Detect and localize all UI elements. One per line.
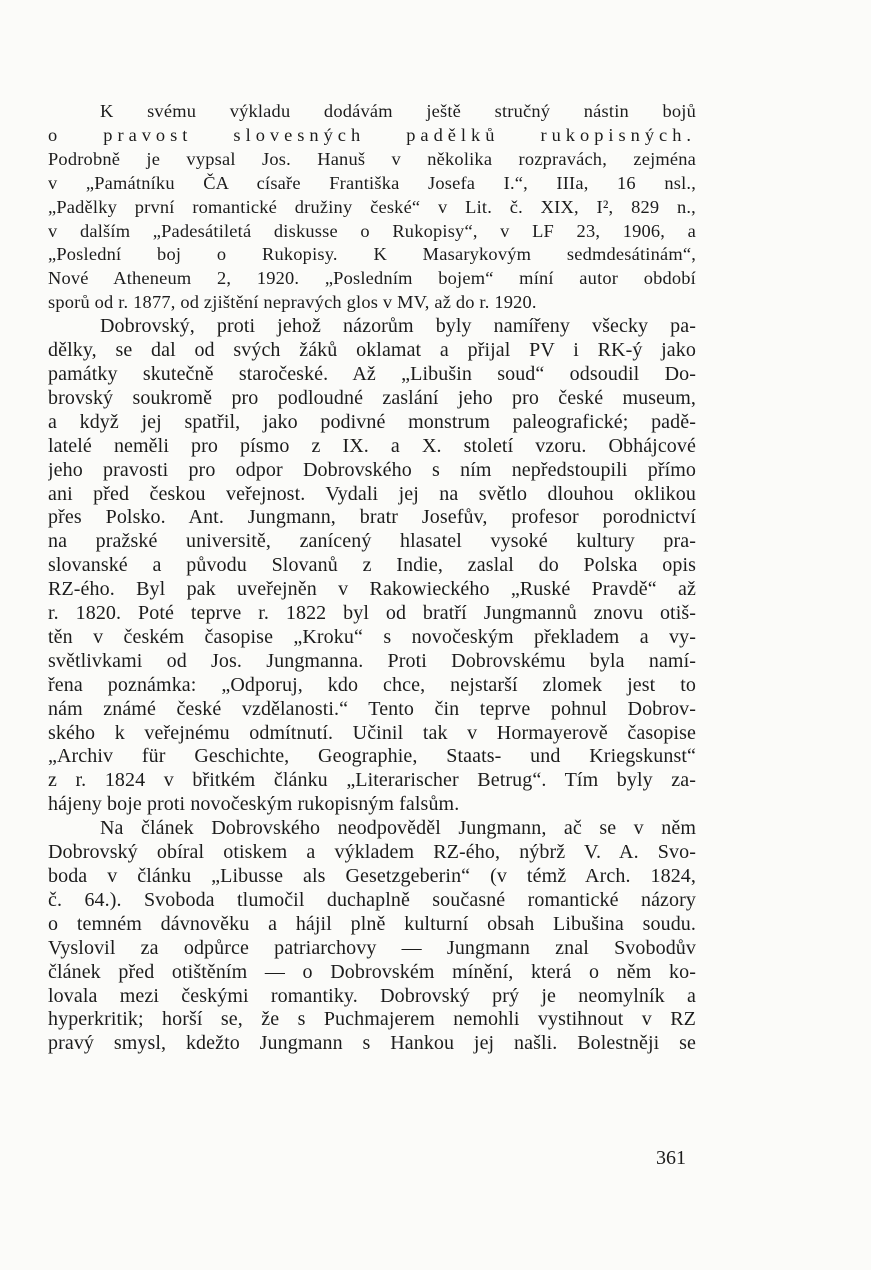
text-line: slovanské a původu Slovanů z Indie, zaslal do Polska opis bbox=[48, 554, 696, 577]
text-line: „Poslední boj o Rukopisy. K Masarykovým sedmdesátinám“, bbox=[48, 244, 696, 265]
text-line: v „Památníku ČA císaře Františka Josefa I.“, IIIa, 16 nsl., bbox=[48, 172, 696, 193]
text-line: z r. 1824 v břitkém článku „Literarischer Betrug“. Tím byly za- bbox=[48, 769, 696, 792]
text-line: těn v českém časopise „Kroku“ s novočeským překladem a vy- bbox=[48, 625, 696, 648]
text-line: jeho pravosti pro odpor Dobrovského s ním nepředstoupili přímo bbox=[48, 458, 696, 481]
paragraph-intro bbox=[48, 100, 696, 315]
text-line: a když jej spatřil, jako podivné monstrum paleografické; padě- bbox=[48, 410, 696, 433]
text-line: přes Polsko. Ant. Jungmann, bratr Josefův, profesor porodnictví bbox=[48, 506, 696, 529]
paragraph-dobrovsky bbox=[48, 315, 696, 817]
text-line: Vyslovil za odpůrce patriarchovy — Jungmann znal Svobodův bbox=[48, 936, 696, 959]
text-line: latelé neměli pro písmo z IX. a X. století vzoru. Obhájcové bbox=[48, 434, 696, 457]
text-line: památky skutečně staročeské. Až „Libušin soud“ odsoudil Do- bbox=[48, 362, 696, 385]
paragraph-svoboda bbox=[48, 817, 696, 1056]
text-line: Nové Atheneum 2, 1920. „Posledním bojem“ míní autor období bbox=[48, 268, 696, 289]
text-line: RZ-ého. Byl pak uveřejněn v Rakowieckého „Ruské Pravdě“ až bbox=[48, 578, 696, 601]
text-line: řena poznámka: „Odporuj, kdo chce, nejstarší zlomek jest to bbox=[48, 673, 696, 696]
text-line: č. 64.). Svoboda tlumočil duchaplně současné romantické názory bbox=[48, 888, 696, 911]
text-line: ského k veřejnému odmítnutí. Učinil tak v Hormayerově časopise bbox=[48, 721, 696, 744]
text-line: dělky, se dal od svých žáků oklamat a přijal PV i RK-ý jako bbox=[48, 339, 696, 362]
text-line: „Archiv für Geschichte, Geographie, Staats- und Kriegskunst“ bbox=[48, 745, 696, 768]
text-line: Dobrovský obíral otiskem a výkladem RZ-ého, nýbrž V. A. Svo- bbox=[48, 841, 696, 864]
text-line: r. 1820. Poté teprve r. 1822 byl od bratří Jungmannů znovu otiš- bbox=[48, 602, 696, 625]
text-line: světlivkami od Jos. Jungmanna. Proti Dobrovskému byla namí- bbox=[48, 649, 696, 672]
page-number: 361 bbox=[656, 1147, 686, 1169]
text-line: brovský soukromě pro podloudné zaslání jeho pro české museum, bbox=[48, 386, 696, 409]
text-line: boda v článku „Libusse als Gesetzgeberin“ (v témž Arch. 1824, bbox=[48, 865, 696, 887]
text-line: ani před českou veřejnost. Vydali jej na světlo dlouhou oklikou bbox=[48, 482, 696, 505]
text-line: sporů od r. 1877, od zjištění nepravých glos v MV, až do r. 1920. bbox=[48, 292, 537, 313]
text-line: Dobrovský, proti jehož názorům byly namířeny všecky pa- bbox=[100, 315, 696, 338]
text-line: K svému výkladu dodávám ještě stručný nástin bojů bbox=[100, 101, 696, 121]
text-line: pravý smysl, kdežto Jungmann s Hankou jej našli. Bolestněji se bbox=[48, 1032, 696, 1055]
text-line: „Padělky první romantické družiny české“ v Lit. č. XIX, I², 829 n., bbox=[48, 196, 696, 217]
text-line: o temném dávnověku a hájil plně kulturní obsah Libušina soudu. bbox=[48, 912, 696, 935]
text-line: o pravost slovesných padělků rukopisných. bbox=[48, 124, 696, 145]
text-line: Podrobně je vypsal Jos. Hanuš v několika rozpravách, zejména bbox=[48, 148, 696, 169]
text-line: nám známé české vzdělanosti.“ Tento čin teprve pohnul Dobrov- bbox=[48, 697, 696, 720]
text-line: článek před otištěním — o Dobrovském mínění, která o něm ko- bbox=[48, 960, 696, 983]
text-line: na pražské universitě, zanícený hlasatel vysoké kultury pra- bbox=[48, 530, 696, 553]
text-line: hyperkritik; horší se, že s Puchmajerem nemohli vystihnout v RZ bbox=[48, 1008, 696, 1031]
text-line: v dalším „Padesátiletá diskusse o Rukopisy“, v LF 23, 1906, a bbox=[48, 220, 696, 241]
text-line: hájeny boje proti novočeským rukopisným falsům. bbox=[48, 793, 460, 816]
text-line: lovala mezi českými romantiky. Dobrovský prý je neomylník a bbox=[48, 984, 696, 1007]
text-line: Na článek Dobrovského neodpověděl Jungmann, ač se v něm bbox=[100, 817, 696, 840]
text-block bbox=[48, 100, 696, 1056]
